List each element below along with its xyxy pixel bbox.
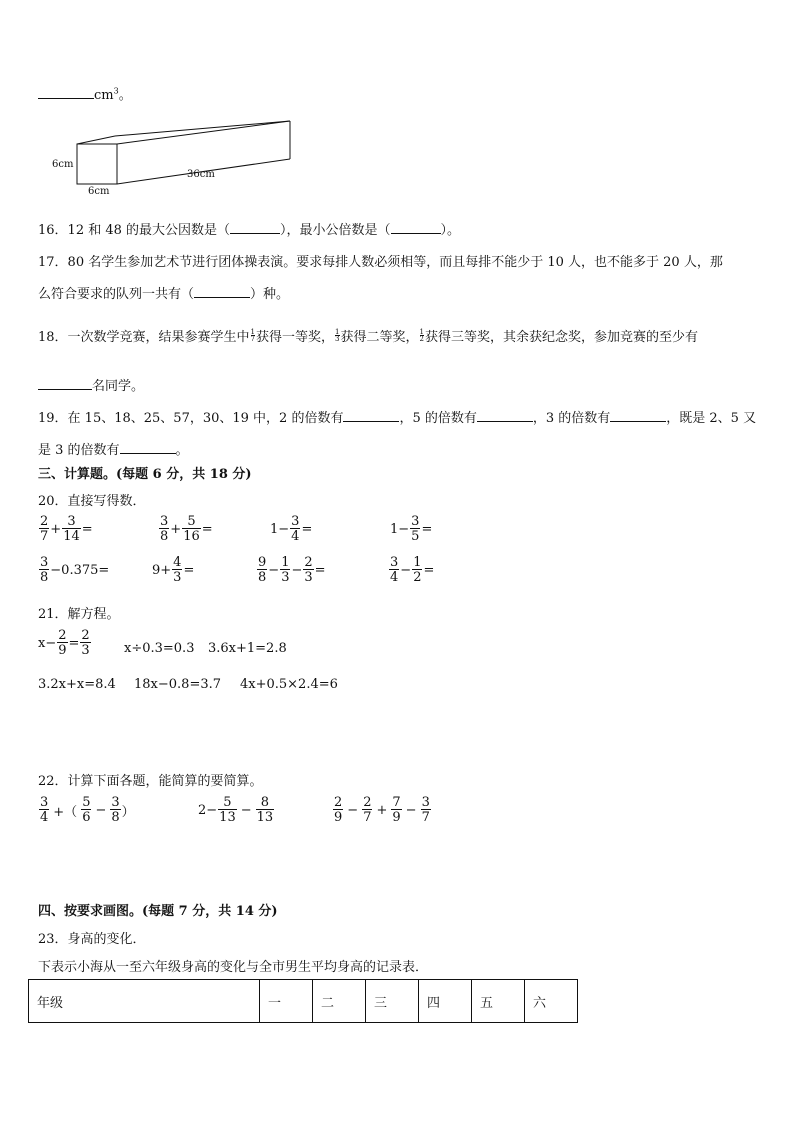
table-cell-grade: 年级 <box>29 980 260 1023</box>
q21-equation-1 <box>38 629 92 657</box>
table-row <box>29 980 578 1023</box>
operator: − <box>291 562 303 578</box>
fraction: $\frac{3}{4}$ <box>40 795 49 825</box>
q16-blank-gcd[interactable] <box>230 221 280 234</box>
fraction: $\frac{3}{14}$ <box>63 514 80 544</box>
fraction: $\frac{3}{8}$ <box>160 514 169 544</box>
fraction: $\frac{5}{16}$ <box>183 514 200 544</box>
q19-blank-3[interactable] <box>610 409 666 422</box>
operator: + <box>50 521 62 537</box>
equals: = <box>183 562 195 578</box>
fraction: $\frac{2}{7}$ <box>363 795 372 825</box>
length-label: 36cm <box>187 169 215 180</box>
q18-fraction-2: $\frac{1}{3}$ <box>335 327 340 343</box>
question-23-description: 下表示小海从一至六年级身高的变化与全市男生平均身高的记录表． <box>38 960 429 975</box>
lead: 9+ <box>152 562 172 578</box>
q18-part1: 18．一次数学竞赛，结果参赛学生中 <box>38 330 250 345</box>
q22-calc-1 <box>38 796 135 824</box>
operator: − <box>95 802 107 818</box>
question-20-label: 20．直接写得数． <box>38 494 146 509</box>
equals: = <box>314 562 326 578</box>
lead: 1− <box>270 521 290 537</box>
q21-equation-4: 3.2x+x=8.4 <box>38 677 116 692</box>
width-label: 6cm <box>88 186 110 197</box>
fraction: $\frac{1}{3}$ <box>281 555 290 585</box>
unit-cm: cm <box>94 88 114 103</box>
q21-equation-5: 18x−0.8=3.7 <box>134 677 222 692</box>
height-record-table <box>28 979 578 1023</box>
q17-blank[interactable] <box>194 285 250 298</box>
operator: + <box>376 802 388 818</box>
question-19-line1 <box>38 407 756 426</box>
q18-part3: 获得二等奖， <box>340 330 419 345</box>
operator: − <box>405 802 417 818</box>
q18-blank[interactable] <box>38 377 92 390</box>
fraction: $\frac{4}{3}$ <box>173 555 182 585</box>
fraction: $\frac{3}{5}$ <box>411 514 420 544</box>
q21-equation-3: 3.6x+1=2.8 <box>208 641 287 656</box>
question-18-line2 <box>38 375 144 394</box>
q18-fraction-1: $\frac{1}{7}$ <box>250 327 256 343</box>
fraction: $\frac{9}{8}$ <box>258 555 267 585</box>
q22-calc-2 <box>198 796 275 824</box>
fraction: $\frac{1}{2}$ <box>413 555 422 585</box>
section-3-title: 三、计算题。(每题 6 分，共 18 分) <box>38 467 252 482</box>
answer-blank[interactable] <box>38 86 94 99</box>
operator: +（ <box>53 804 78 820</box>
q19-blank-all[interactable] <box>120 441 176 454</box>
operator: − <box>240 802 252 818</box>
fraction: $\frac{3}{7}$ <box>421 795 430 825</box>
q20-expr-4 <box>390 515 432 543</box>
table-cell: 一 <box>260 980 313 1023</box>
q19-text-c: ，3 的倍数有 <box>532 411 611 426</box>
q20-expr-1 <box>38 515 93 543</box>
fraction: $\frac{3}{8}$ <box>111 795 120 825</box>
height-label: 6cm <box>52 159 74 170</box>
q17-text-a: 么符合要求的队列一共有（ <box>38 287 195 302</box>
fraction: $\frac{8}{13}$ <box>256 795 274 825</box>
operator: + <box>170 521 182 537</box>
q20-expr-8 <box>388 556 434 584</box>
section-4-title: 四、按要求画图。(每题 7 分，共 14 分) <box>38 904 278 919</box>
q16-text-c: ）。 <box>440 223 461 238</box>
table-cell: 五 <box>472 980 525 1023</box>
fraction: $\frac{3}{4}$ <box>291 514 300 544</box>
table-cell: 三 <box>366 980 419 1023</box>
q18-fraction-3: $\frac{1}{2}$ <box>419 327 424 343</box>
q16-blank-lcm[interactable] <box>391 221 441 234</box>
q21-equation-2: x÷0.3=0.3 <box>124 641 195 656</box>
q21-equation-6: 4x+0.5×2.4=6 <box>240 677 338 692</box>
fraction: $\frac{2}{3}$ <box>304 555 313 585</box>
operator: − <box>268 562 280 578</box>
paren: ） <box>121 804 135 820</box>
operator: − <box>400 562 412 578</box>
lead: 2− <box>198 802 218 818</box>
question-21-label: 21．解方程。 <box>38 607 120 622</box>
q16-text-b: ），最小公倍数是（ <box>280 223 391 238</box>
fraction: $\frac{5}{13}$ <box>219 795 236 825</box>
q16-text-a: 16．12 和 48 的最大公因数是（ <box>38 223 231 238</box>
equals: = <box>81 521 93 537</box>
table-cell: 四 <box>419 980 472 1023</box>
fraction: $\frac{3}{4}$ <box>390 555 399 585</box>
fraction: $\frac{2}{9}$ <box>58 628 67 658</box>
lead: 1− <box>390 521 410 537</box>
q19-blank-5[interactable] <box>477 409 533 422</box>
q19-line2-b: 。 <box>175 443 189 458</box>
q17-text-b: ）种。 <box>250 287 290 302</box>
table-cell: 六 <box>525 980 578 1023</box>
equals: = <box>423 562 435 578</box>
equals: = <box>201 521 213 537</box>
operator: − <box>347 802 359 818</box>
rest: −0.375= <box>50 562 110 578</box>
equals: = <box>421 521 433 537</box>
fraction: $\frac{2}{3}$ <box>81 628 90 658</box>
q19-text-b: ，5 的倍数有 <box>399 411 477 426</box>
q19-blank-2[interactable] <box>343 409 399 422</box>
q20-expr-6 <box>152 556 194 584</box>
fraction: $\frac{3}{8}$ <box>40 555 49 585</box>
period: 。 <box>118 88 132 103</box>
question-16 <box>38 219 460 238</box>
q18-part2: 获得一等奖， <box>256 330 335 345</box>
fraction: $\frac{5}{6}$ <box>82 795 91 825</box>
q20-expr-5 <box>38 556 109 584</box>
q18-line2-text: 名同学。 <box>92 379 145 394</box>
q19-text-d: ，既是 2、5 又 <box>666 411 757 426</box>
q19-line2-a: 是 3 的倍数有 <box>38 443 120 458</box>
question-18-line1 <box>38 326 698 345</box>
question-17-line2 <box>38 283 289 302</box>
q18-part4: 获得三等奖，其余获纪念奖，参加竞赛的至少有 <box>424 330 698 345</box>
lead: x− <box>38 635 57 651</box>
q20-expr-3 <box>270 515 312 543</box>
question-23-label: 23．身高的变化． <box>38 932 146 947</box>
fraction: $\frac{2}{7}$ <box>40 514 49 544</box>
fraction: $\frac{7}{9}$ <box>392 795 401 825</box>
question-17-line1: 17．80 名学生参加艺术节进行团体操表演。要求每排人数必须相等，而且每排不能少于 10 人，也不能多于 20 人，那 <box>38 255 723 270</box>
q15-answer-line <box>38 84 132 103</box>
q20-expr-7 <box>256 556 326 584</box>
q19-text-a: 19．在 15、18、25、57，30、19 中，2 的倍数有 <box>38 411 344 426</box>
equals: = <box>301 521 313 537</box>
fraction: $\frac{2}{9}$ <box>334 795 343 825</box>
question-22-label: 22．计算下面各题，能简算的要简算。 <box>38 774 263 789</box>
q20-expr-2 <box>158 515 213 543</box>
equals: = <box>68 635 80 651</box>
question-19-line2 <box>38 439 189 458</box>
table-cell: 二 <box>313 980 366 1023</box>
unit-exponent: 3 <box>113 86 119 96</box>
q22-calc-3 <box>332 796 432 824</box>
